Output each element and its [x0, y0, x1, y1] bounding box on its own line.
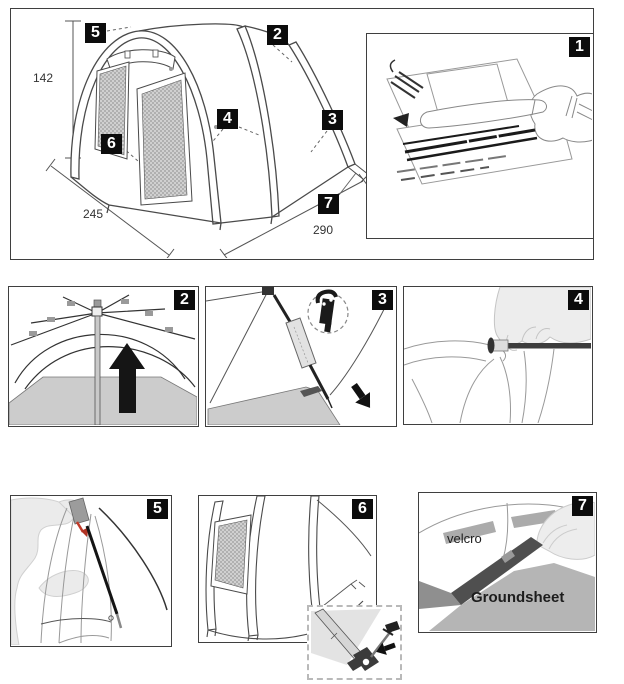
step-badge-1: 1	[569, 37, 590, 57]
down-arrow-icon	[347, 380, 378, 413]
peg-hammer-illustration	[309, 607, 400, 678]
step-badge-4: 4	[568, 290, 589, 310]
groundsheet-label: Groundsheet	[471, 589, 565, 606]
leg-pole-illustration	[206, 287, 395, 425]
step-panel-2	[8, 286, 199, 427]
clip-detail-icon	[308, 292, 348, 333]
callout-badge-6: 6	[101, 134, 122, 154]
tent-spokes	[11, 295, 195, 389]
step-badge-5: 5	[147, 499, 168, 519]
push-hub-up-illustration	[9, 287, 197, 425]
callout-badge-2: 2	[267, 25, 288, 45]
tent-parts-illustration	[367, 34, 592, 237]
step-badge-3: 3	[372, 290, 393, 310]
dim-height-label: 142	[32, 71, 54, 85]
step-panel-3	[205, 286, 397, 427]
center-pole	[95, 316, 100, 425]
carry-bag	[530, 86, 592, 142]
pole-bar	[506, 343, 591, 349]
ground-area	[208, 387, 340, 425]
mesh-window	[215, 520, 247, 588]
peg-detail-inset	[307, 605, 402, 680]
black-pole	[87, 526, 117, 614]
insert-pole-illustration	[404, 287, 591, 423]
callout-badge-7: 7	[318, 194, 339, 214]
callout-badge-5: 5	[85, 23, 106, 43]
guy-line	[323, 580, 365, 606]
step-panel-4	[403, 286, 593, 425]
parts-box-panel	[366, 33, 594, 239]
dim-width-right-label: 290	[312, 223, 334, 237]
tent-overview-panel	[10, 8, 594, 260]
step-panel-5	[10, 495, 172, 647]
dim-width-left-label: 245	[82, 207, 104, 221]
step-badge-7: 7	[572, 496, 593, 516]
fabric-folds	[404, 341, 554, 423]
pole-sleeve	[286, 318, 316, 368]
step-badge-2: 2	[174, 290, 195, 310]
callout-badge-4: 4	[217, 109, 238, 129]
step-panel-7	[418, 492, 597, 633]
groundsheet-illustration	[419, 493, 595, 631]
step-badge-6: 6	[352, 499, 373, 519]
velcro-label: velcro	[447, 531, 482, 546]
pole-end-cap	[488, 338, 495, 354]
callout-badge-3: 3	[322, 110, 343, 130]
